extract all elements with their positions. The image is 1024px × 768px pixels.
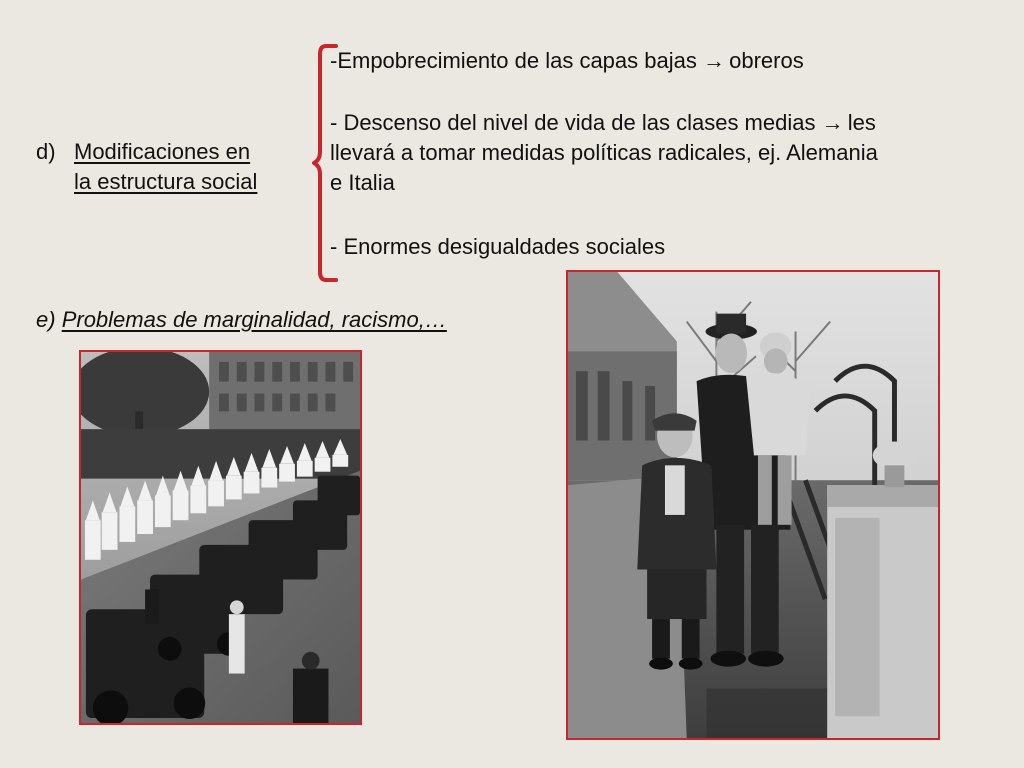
photo-street-parade xyxy=(79,350,362,725)
bullet-2-text: - Descenso del nivel de vida de las clases medias xyxy=(330,110,816,135)
section-e-title: Problemas de marginalidad, racismo,… xyxy=(61,307,447,332)
bullet-2-line2: llevará a tomar medidas políticas radicales, ej. Alemania xyxy=(330,140,878,165)
arrow-right-icon: → xyxy=(702,48,725,73)
section-d-heading xyxy=(36,137,257,197)
bullet-1-text: -Empobrecimiento de las capas bajas xyxy=(330,48,697,73)
section-d-line1 xyxy=(36,137,257,167)
section-e-heading xyxy=(36,305,447,335)
section-d-title-line2: la estructura social xyxy=(74,169,258,194)
bullet-desigualdades: - Enormes desigualdades sociales xyxy=(330,234,666,259)
section-e-letter: e) xyxy=(36,307,56,332)
bullet-2-line3: e Italia xyxy=(330,170,395,195)
section-d-letter: d) xyxy=(36,139,56,164)
parade-photo-image xyxy=(81,352,360,723)
section-d-title-line1: Modificaciones en xyxy=(74,139,251,164)
bullet-2-line1 xyxy=(330,108,980,138)
bullet-1-result: obreros xyxy=(729,48,804,73)
bullet-2-suffix: les xyxy=(847,110,876,135)
family-photo-image xyxy=(568,272,938,738)
bullet-descenso xyxy=(330,108,980,198)
arrow-right-icon: → xyxy=(821,110,844,135)
bullet-empobrecimiento xyxy=(330,46,980,76)
section-d-line2 xyxy=(36,167,257,197)
photo-family-street xyxy=(566,270,940,740)
